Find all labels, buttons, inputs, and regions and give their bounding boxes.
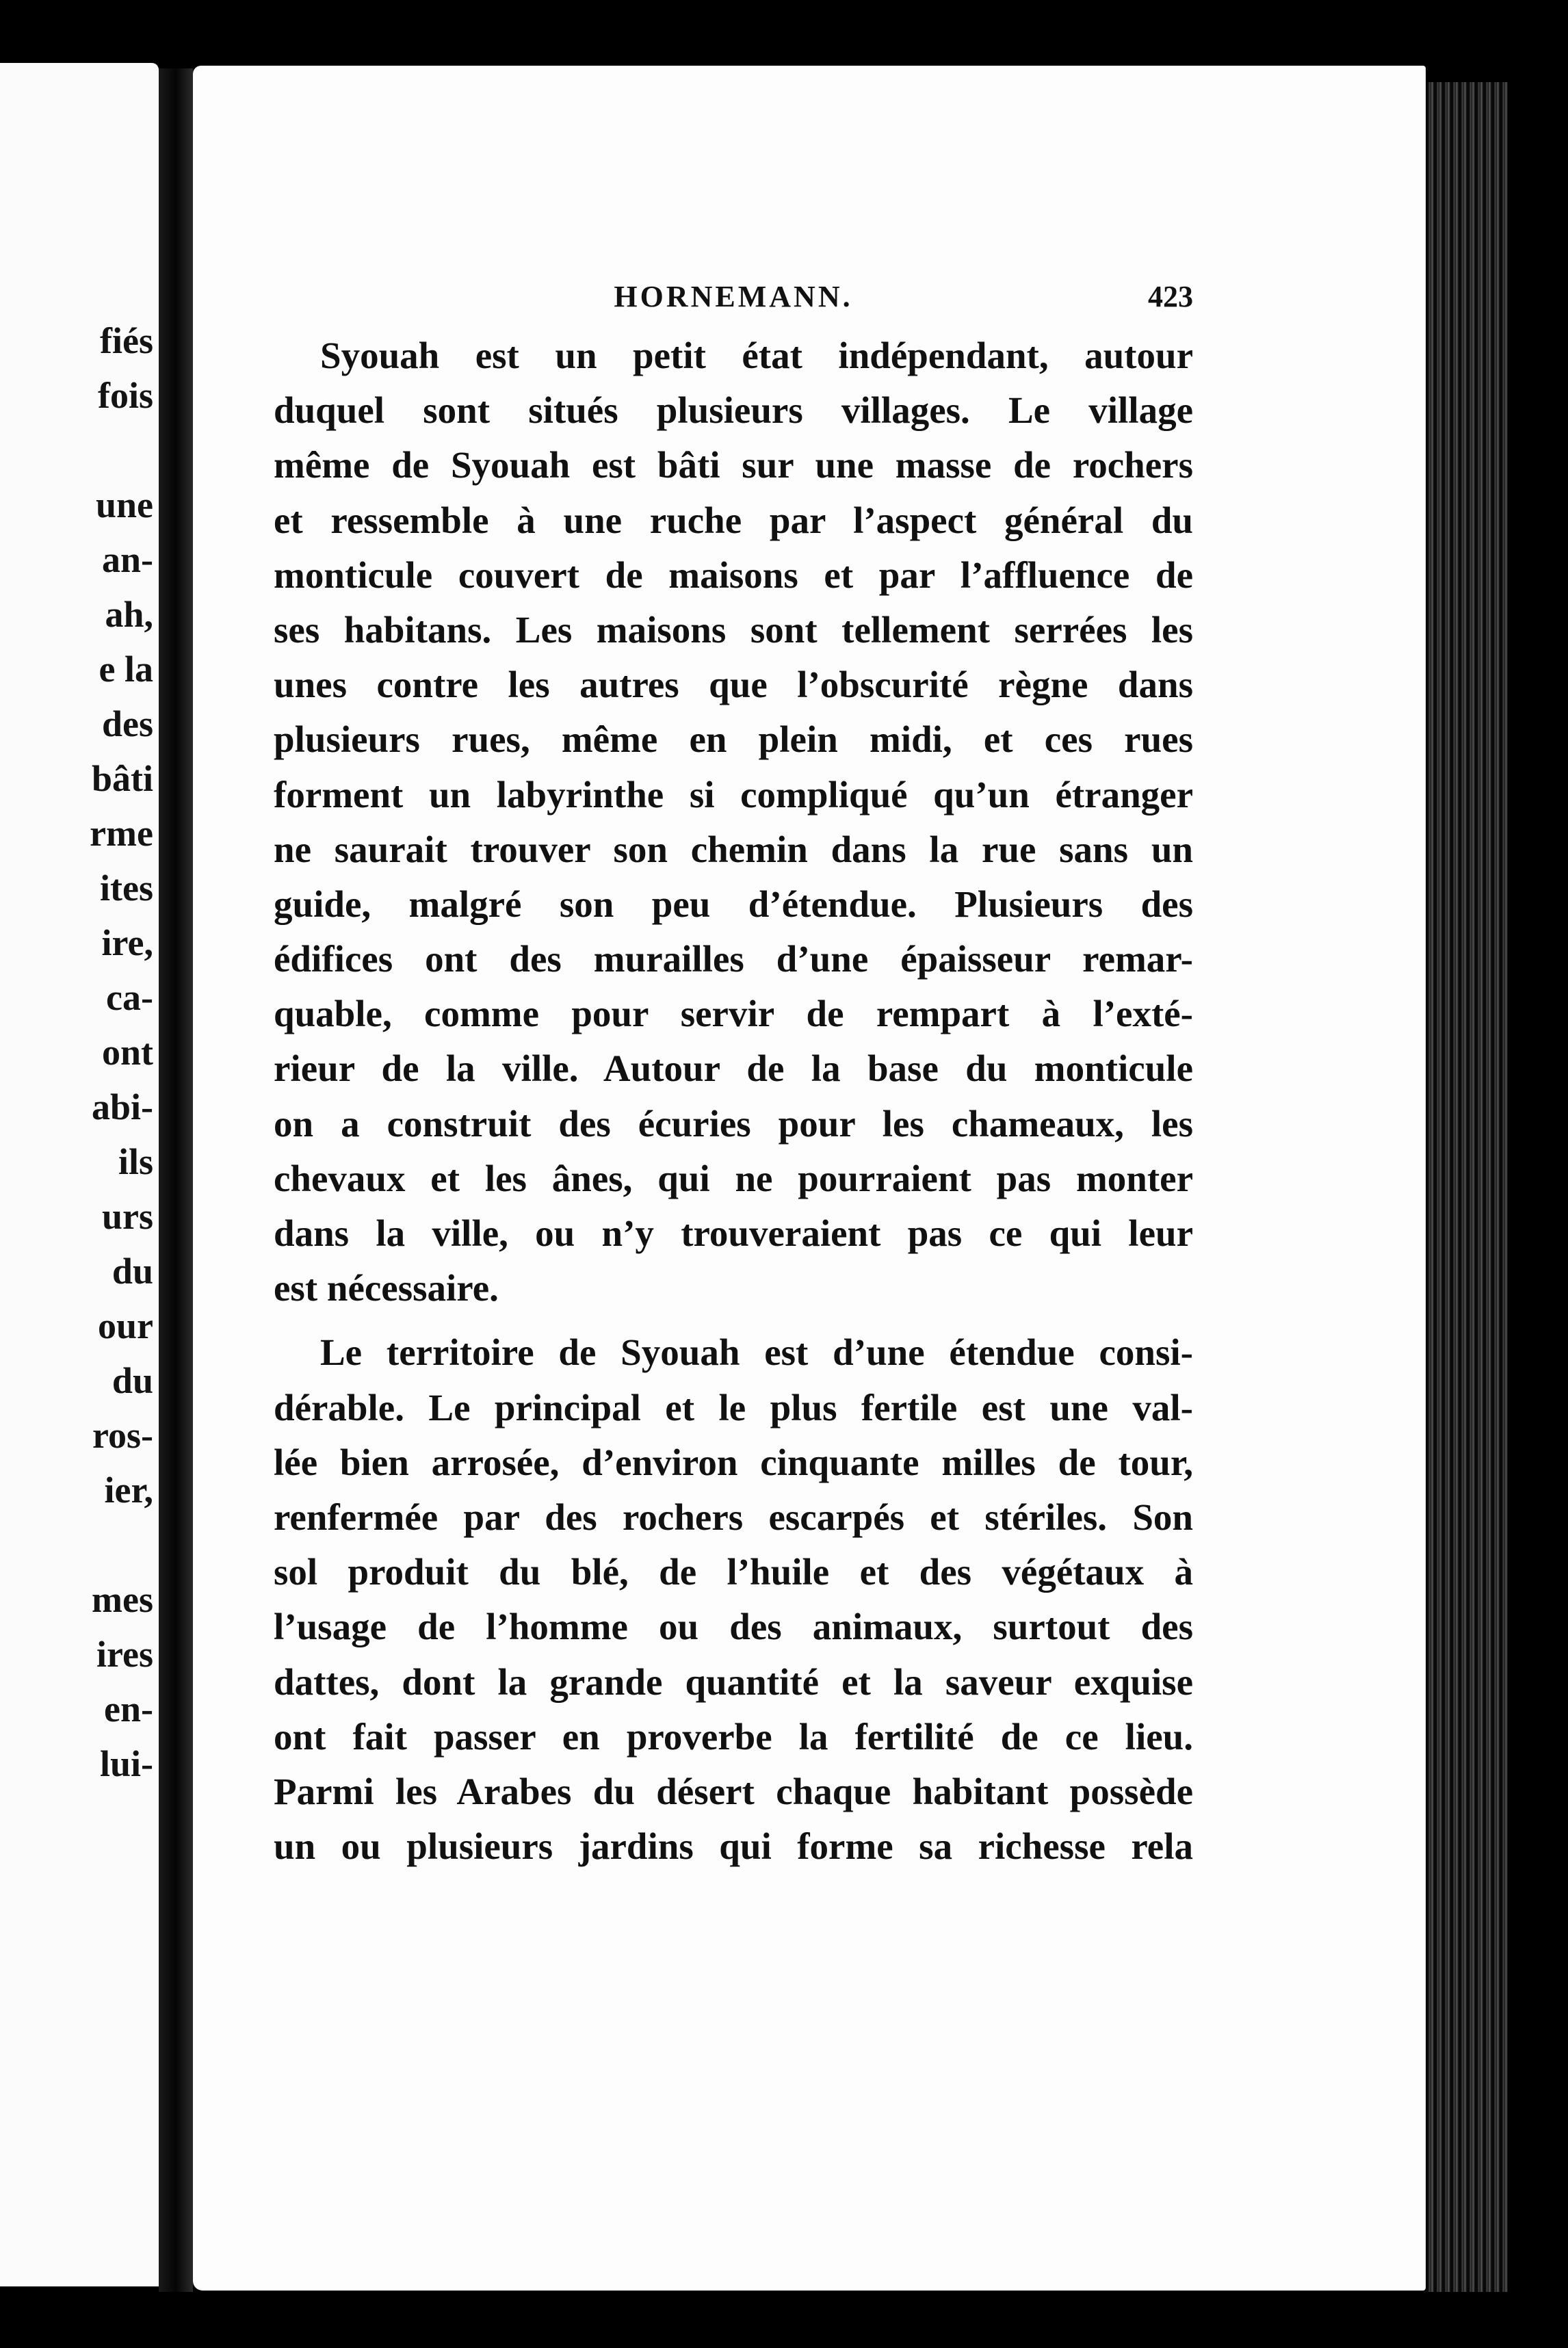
left-fragment: ils xyxy=(118,1141,153,1182)
text-line: lée bien arrosée, d’environ cinquante milles de tour, xyxy=(274,1441,1193,1483)
text-line: édifices ont des murailles d’une épaisseur remar- xyxy=(274,938,1193,980)
left-fragment: abi- xyxy=(91,1086,153,1127)
left-fragment: ier, xyxy=(104,1470,153,1511)
left-fragment: ites xyxy=(100,868,153,909)
text-line: Le territoire de Syouah est d’une étendue consi- xyxy=(320,1331,1193,1374)
left-fragment: en- xyxy=(104,1688,153,1730)
text-line: guide, malgré son peu d’étendue. Plusieurs des xyxy=(274,883,1193,925)
left-facing-page xyxy=(0,63,159,2286)
running-head: HORNEMANN. xyxy=(614,280,853,313)
left-fragment: des xyxy=(101,703,153,744)
left-fragment: du xyxy=(112,1251,153,1292)
page-number: 423 xyxy=(1148,280,1193,313)
text-line: Parmi les Arabes du désert chaque habitant possède xyxy=(274,1770,1193,1812)
left-fragment: ca- xyxy=(106,977,153,1018)
text-line: l’usage de l’homme ou des animaux, surtout des xyxy=(274,1606,1193,1648)
text-line: quable, comme pour servir de rempart à l’exté- xyxy=(274,993,1193,1035)
paragraph xyxy=(274,1325,1193,1874)
left-fragment: fois xyxy=(98,375,153,416)
text-line: Syouah est un petit état indépendant, autour xyxy=(320,335,1193,376)
text-line: dattes, dont la grande quantité et la saveur exquise xyxy=(274,1660,1193,1703)
text-line: ne saurait trouver son chemin dans la rue sans un xyxy=(274,828,1193,870)
text-line: un ou plusieurs jardins qui forme sa richesse rela xyxy=(274,1825,1193,1868)
left-fragment: une xyxy=(95,484,153,525)
page-header xyxy=(274,274,1193,322)
left-fragment: rme xyxy=(90,813,153,854)
book-gutter xyxy=(159,68,193,2292)
paragraph xyxy=(274,328,1193,1316)
text-line: chevaux et les ânes, qui ne pourraient pas monter xyxy=(274,1157,1193,1199)
text-line: sol produit du blé, de l’huile et des végétaux à xyxy=(274,1551,1193,1593)
text-line: on a construit des écuries pour les chameaux, les xyxy=(274,1102,1193,1145)
left-fragment: ah, xyxy=(105,594,153,635)
text-line: renfermée par des rochers escarpés et stériles. Son xyxy=(274,1496,1193,1538)
left-fragment: lui- xyxy=(99,1743,153,1784)
left-fragment: du xyxy=(112,1360,153,1401)
text-line: duquel sont situés plusieurs villages. Le village xyxy=(274,389,1193,432)
body-text xyxy=(274,328,1193,1874)
text-line: unes contre les autres que l’obscurité règne dans xyxy=(274,664,1193,706)
text-line: même de Syouah est bâti sur une masse de rochers xyxy=(274,444,1193,486)
text-line: dans la ville, ou n’y trouveraient pas ce qui leur xyxy=(274,1212,1193,1254)
text-line: forment un labyrinthe si compliqué qu’un étranger xyxy=(274,773,1193,816)
text-line: plusieurs rues, même en plein midi, et ces rues xyxy=(274,718,1193,761)
text-line: est nécessaire. xyxy=(274,1267,499,1309)
text-line: ses habitans. Les maisons sont tellement serrées les xyxy=(274,608,1193,651)
text-line: rieur de la ville. Autour de la base du monticule xyxy=(274,1047,1193,1090)
left-fragment: urs xyxy=(101,1196,153,1237)
left-fragment: an- xyxy=(101,539,153,580)
left-fragment: our xyxy=(98,1305,153,1346)
text-line: dérable. Le principal et le plus fertile est une val- xyxy=(274,1386,1193,1429)
text-line: monticule couvert de maisons et par l’affluence de xyxy=(274,553,1193,596)
left-fragment: e la xyxy=(99,649,153,690)
text-line: et ressemble à une ruche par l’aspect général du xyxy=(274,499,1193,541)
left-fragment: bâti xyxy=(91,758,153,799)
left-fragment: mes xyxy=(92,1579,153,1620)
left-fragment: ros- xyxy=(92,1415,153,1456)
left-fragment: ont xyxy=(101,1032,153,1073)
page-edges xyxy=(1426,82,1508,2292)
left-fragment: ire, xyxy=(101,922,153,963)
left-fragment: fiés xyxy=(100,320,153,361)
left-fragment: ires xyxy=(96,1634,153,1675)
text-line: ont fait passer en proverbe la fertilité de ce lieu. xyxy=(274,1715,1193,1758)
